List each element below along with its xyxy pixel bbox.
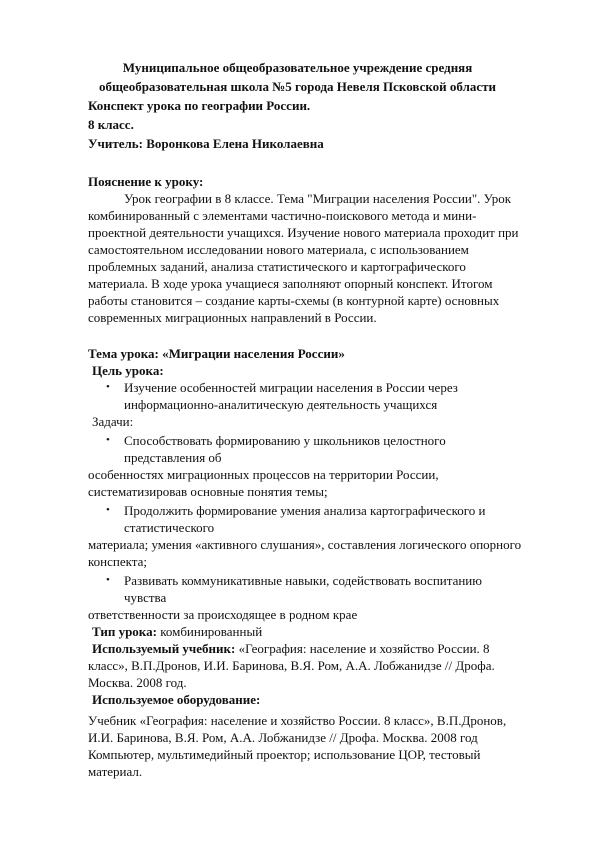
textbook-line: Москва. 2008 год.: [88, 675, 187, 690]
explanation-line: комбинированный с элементами частично-поискового метода и мини-: [88, 208, 477, 223]
explanation-line: современных миграционных направлений в России.: [88, 310, 377, 325]
textbook-label: Используемый учебник:: [92, 641, 236, 656]
task-line: особенностях миграционных процессов на территории России,: [88, 467, 439, 482]
lesson-title: Конспект урока по географии России.: [88, 98, 311, 113]
task-line: материала; умения «активного слушания», составления логического опорного: [88, 537, 522, 552]
bullet-icon: •: [106, 381, 110, 393]
explanation-line: материала. В ходе урока учащиеся заполняют опорный конспект. Итогом: [88, 276, 493, 291]
explanation-heading: Пояснение к уроку:: [88, 174, 204, 189]
lesson-type: [92, 623, 262, 640]
lesson-type-value: комбинированный: [156, 624, 263, 639]
equipment-heading: Используемое оборудование:: [92, 692, 261, 707]
task-line: чувства: [124, 590, 167, 605]
bullet-icon: •: [106, 434, 110, 446]
textbook: [92, 640, 490, 657]
task-line: Продолжить формирование умения анализа картографического и: [124, 503, 486, 518]
lesson-type-label: Тип урока:: [92, 624, 157, 639]
equipment-line: Учебник «География: население и хозяйство России. 8 класс», В.П.Дронов,: [88, 713, 507, 728]
lesson-topic: Тема урока: «Миграции населения России»: [88, 346, 345, 361]
tasks-heading: Задачи:: [92, 414, 134, 429]
grade: 8 класс.: [88, 117, 134, 132]
explanation-line: работы становится – создание карты-схемы (в контурной карте) основных: [88, 293, 500, 308]
textbook-line: класс», В.П.Дронов, И.И. Баринова, В.Я. Ром, А.А. Лобжанидзе // Дрофа.: [88, 658, 495, 673]
task-line: ответственности за происходящее в родном крае: [88, 607, 358, 622]
bullet-icon: •: [106, 574, 110, 586]
task-line: представления об: [124, 450, 222, 465]
goal-line: Изучение особенностей миграции населения в России через: [124, 380, 458, 395]
school-name-line1: Муниципальное общеобразовательное учреждение средняя: [122, 60, 473, 75]
explanation-line: Урок географии в 8 классе. Тема "Миграции населения России". Урок: [124, 191, 512, 206]
equipment-line: И.И. Баринова, В.Я. Ром, А.А. Лобжанидзе // Дрофа. Москва. 2008 год: [88, 730, 478, 745]
bullet-icon: •: [106, 504, 110, 516]
explanation-line: проектной деятельности учащихся. Изучение нового материала проходит при: [88, 225, 519, 240]
task-line: систематизировав основные понятия темы;: [88, 484, 328, 499]
equipment-line: Компьютер, мультимедийный проектор; использование ЦОР, тестовый: [88, 747, 481, 762]
explanation-line: самостоятельном исследовании нового материала, с использованием: [88, 242, 469, 257]
goal-line: информационно-аналитическую деятельность учащихся: [124, 397, 438, 412]
goal-heading: Цель урока:: [92, 363, 164, 378]
textbook-value: «География: население и хозяйство России. 8: [235, 641, 490, 656]
teacher: Учитель: Воронкова Елена Николаевна: [88, 136, 324, 151]
task-line: Развивать коммуникативные навыки, содействовать воспитанию: [124, 573, 482, 588]
task-line: статистического: [124, 520, 215, 535]
explanation-line: проблемных заданий, анализа статистического и картографического: [88, 259, 466, 274]
task-line: конспекта;: [88, 554, 147, 569]
school-name-line2: общеобразовательная школа №5 города Невеля Псковской области: [98, 79, 497, 94]
equipment-line: материал.: [88, 764, 143, 779]
task-line: Способствовать формированию у школьников целостного: [124, 433, 446, 448]
